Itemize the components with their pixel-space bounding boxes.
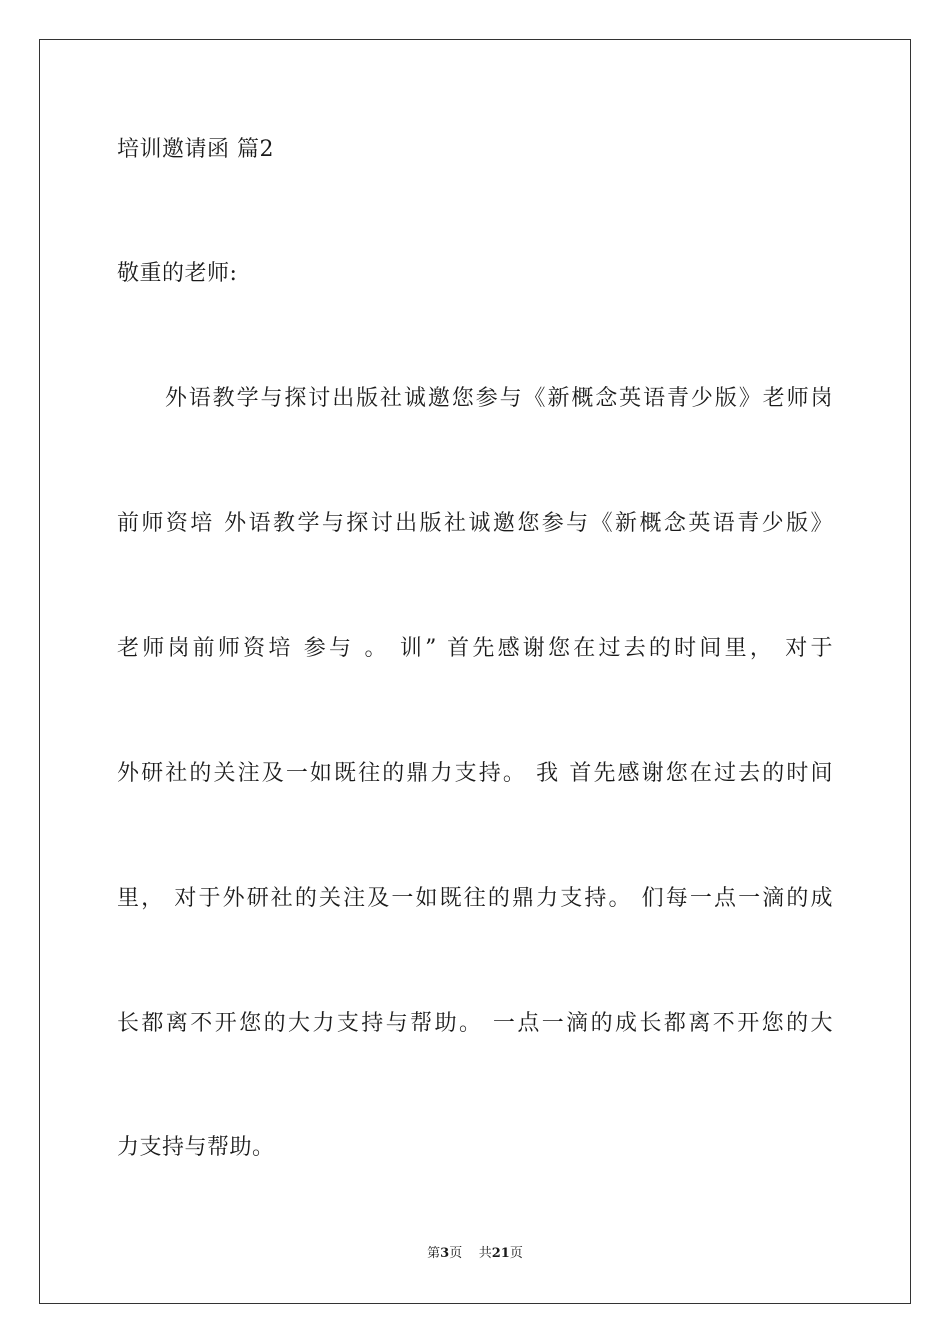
total-suffix: 页: [509, 1246, 523, 1261]
body-line-3: 老师岗前师资培 参与 。 训” 首先感谢您在过去的时间里， 对于: [117, 636, 833, 661]
document-heading: 培训邀请函 篇2: [117, 137, 274, 162]
page-prefix: 第: [427, 1246, 441, 1261]
salutation: 敬重的老师:: [117, 261, 238, 286]
body-line-1: 外语教学与探讨出版社诚邀您参与《新概念英语青少版》老师岗: [117, 386, 833, 411]
body-line-5: 里， 对于外研社的关注及一如既往的鼎力支持。 们每一点一滴的成: [117, 886, 833, 911]
total-prefix: 共: [478, 1246, 492, 1261]
body-line-4: 外研社的关注及一如既往的鼎力支持。 我 首先感谢您在过去的时间: [117, 761, 833, 786]
page-number: 3: [440, 1246, 450, 1261]
total-pages: 21: [491, 1246, 510, 1261]
page-footer: [0, 1245, 950, 1263]
body-line-6: 长都离不开您的大力支持与帮助。 一点一滴的成长都离不开您的大: [117, 1011, 833, 1036]
page-border: [39, 39, 911, 1304]
body-line-2: 前师资培 外语教学与探讨出版社诚邀您参与《新概念英语青少版》: [117, 511, 833, 536]
body-line-7: 力支持与帮助。: [117, 1135, 275, 1160]
page-suffix: 页: [449, 1246, 463, 1261]
